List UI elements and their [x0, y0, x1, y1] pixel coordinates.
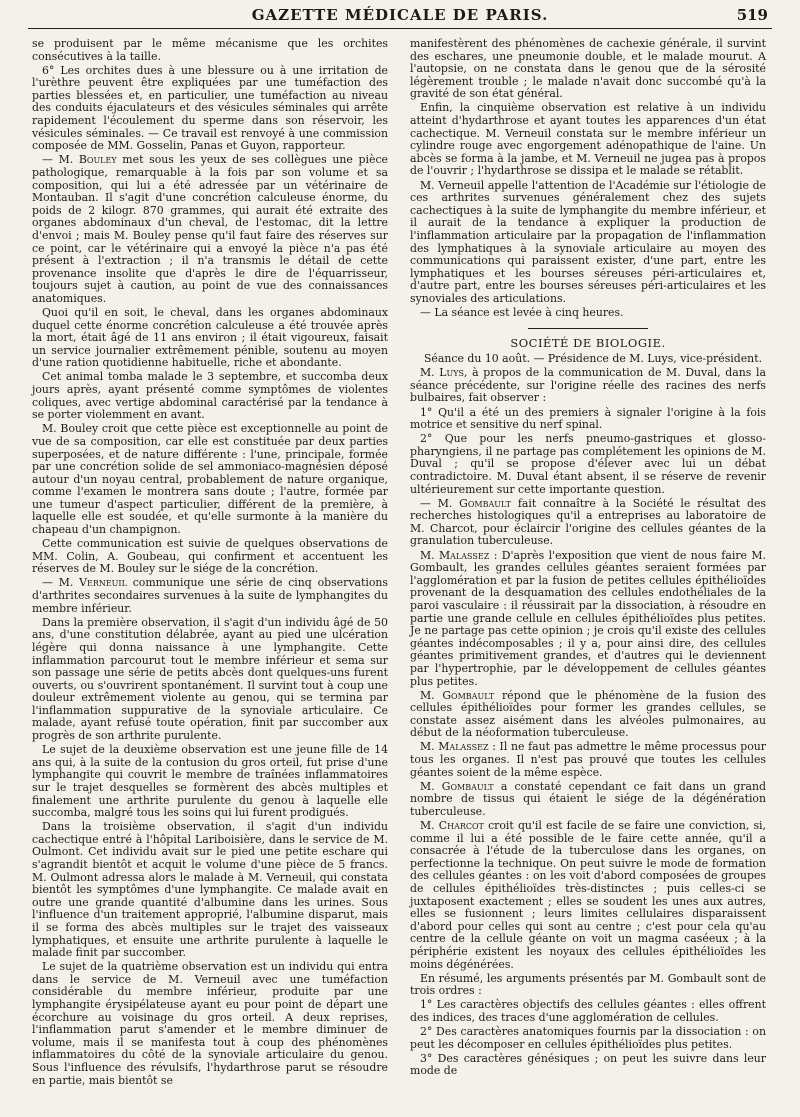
paragraph-text: met sous les yeux de ses collègues une pièce pathologique, remarquable à la fois par son volume et sa composition, qui lui a été adressée par un vétérinaire de Montauban. Il s'agit d'une concrétion calculeuse énorme, du poids de 2 kilogr. 870 grammes, qui aurait été extraite des organes abdominaux d'un cheval, de l'estomac, dit la lettre d'envoi ; mais M. Bouley pense qu'il faut faire des réserves sur ce point, car le vétérinaire qui a envoyé la pièce n'a pas été présent à l'extraction ; il n'a transmis le détail de cette provenance insolite que d'après le dire de l'équarrisseur, toujours sujet à caution, au point de vue des connaissances anatomiques.	[32, 153, 388, 305]
speaker-name: M. Gombault	[420, 688, 495, 702]
paragraph: 1° Qu'il a été un des premiers à signaler l'origine à la fois motrice et sensitive du nerf spinal.	[410, 405, 766, 432]
paragraph-text: communique une série de cinq observations d'arthrites secondaires survenues à la suite de lymphangites du membre inférieur.	[32, 576, 389, 615]
paragraph-text: : D'après l'exposition que vient de nous faire M. Gombault, les grandes cellules géantes seraient formées par l'agglomération et par la fusion de petites cellules épithélioïdes provenant de la desquamation des cellules endothéliales de la paroi vasculaire : il réussirait par la dissociation, à résoudre en partie une grande cellule en cellules épithélioïdes plus petites. Je ne partage pas cette opinion ; je crois qu'il existe des cellules géantes indécomposables ; il y a, pour ainsi dire, des cellules géantes primitivement grandes, et d'autres qui le deviennent par l'hypertrophie, par le développement de cellules géantes plus petites.	[410, 548, 767, 688]
paragraph-text: croit qu'il est facile de se faire une conviction, si, comme il lui a été possible de le faire cette année, qu'il a consacrée à l'étude de la tuberculose dans les organes, on perfectionne la technique. On peut suivre le mode de formation des cellules géantes : on les voit d'abord composées de groupes de cellules épithélioïdes très-distinctes ; puis celles-ci se juxtaposent exactement ; elles se soudent les unes aux autres, elles se fusionnent ; leurs limites cellulaires disparaissent d'abord pour celles qui sont au centre ; c'est pour cela qu'au centre de la cellule géante on voit un magma caséeux ; à la périphérie existent les noyaux des cellules épithélioïdes les moins dégénérées.	[410, 819, 766, 971]
paragraph: — La séance est levée à cinq heures.	[420, 305, 624, 319]
paragraph: Dans la troisième observation, il s'agit d'un individu cachectique entré à l'hôpital Lariboisière, dans le service de M. Oulmont. Cet individu avait sur le pied une petite eschare qui s'agrandit bientôt et acquit le volume d'une pièce de 5 francs. M. Oulmont adressa alors le malade à M. Verneuil, qui constata bientôt les symptômes d'une lymphangite. Ce malade avait en outre une grande quantité d'albumine dans les urines. Sous l'influence d'un traitement approprié, l'albumine disparut, mais il se forma des abcès multiples sur le trajet des vaisseaux lymphatiques, et ensuite une arthrite purulente à laquelle le malade finit par succomber.	[32, 820, 388, 960]
paragraph: Le sujet de la quatrième observation est un individu qui entra dans le service de M. Verneuil avec une tuméfaction considérable du membre inférieur, produite par une lymphangite érysipélateuse ayant eu pour point de départ une écorchure au voisinage du gros orteil. A deux reprises, l'inflammation parut s'amender et le membre diminuer de volume, mais il se manifesta tout à coup des phénomènes inflammatoires du côté de la synoviale articulaire du genou. Sous l'influence des révulsifs, l'hydarthrose parut se résoudre en partie, mais bientôt se	[32, 960, 388, 1087]
paragraph: En résumé, les arguments présentés par M. Gombault sont de trois ordres :	[410, 971, 766, 998]
paragraph: M. Verneuil appelle l'attention de l'Académie sur l'étiologie de ces arthrites survenues généralement chez des sujets cachectiques à la suite de lymphangite du membre inférieur, et il aurait de la tendance à expliquer la production de l'inflammation articulaire par la propagation de l'inflammation des lymphatiques à la synoviale articulaire au moyen des communications qui paraissent exister, d'une part, entre les lymphatiques et les bourses séreuses péri-articulaires et, d'autre part, entre les bourses séreuses péri-articulaires et les synoviales des articulations.	[410, 178, 766, 305]
left-column	[32, 38, 388, 1089]
page-number: 519	[736, 6, 768, 24]
paragraph	[410, 781, 766, 819]
paragraph: Dans la première observation, il s'agit d'un individu âgé de 50 ans, d'une constitution délabrée, ayant au pied une ulcération légère qui donna naissance à une lymphangite. Cette inflammation parcourut tout le membre inférieur et sema sur son passage une série de petits abcès dont quelques-uns furent ouverts, ou s'ouvrirent spontanément. Il survint tout à coup une douleur extrêmement violente au genou, qui se termina par l'inflammation suppurative de la synoviale articulaire. Ce malade, ayant refusé toute opération, finit par succomber aux progrès de son arthrite purulente.	[32, 615, 388, 743]
paragraph: 3° Des caractères génésiques ; on peut les suivre dans leur mode de	[410, 1051, 766, 1078]
paragraph: Le sujet de la deuxième observation est une jeune fille de 14 ans qui, à la suite de la contusion du gros orteil, fut prise d'une lymphangite qui couvrit le membre de traînées inflammatoires sur le trajet desquelles se formèrent des abcès multiples et finalement une arthrite purulente du genou à laquelle elle succomba, malgré tous les soins qui lui furent prodigués.	[32, 743, 388, 820]
paragraph-text: a constaté cependant ce fait dans un grand nombre de tissus qui étaient le siége de la dégénération tuberculeuse.	[410, 779, 766, 818]
paragraph-text: répond que le phénomène de la fusion des cellules épithélioïdes pour former les grandes cellules, se constate assez aisément dans les alvéoles pulmonaires, au début de la néoformation tuberculeuse.	[410, 688, 766, 740]
paragraph	[410, 741, 766, 779]
speaker-name: M. Gombault	[437, 496, 512, 510]
paragraph: se produisent par le même mécanisme que les orchites consécutives à la taille.	[32, 37, 388, 63]
page-header	[28, 6, 772, 29]
paragraph	[410, 820, 766, 971]
paragraph: Quoi qu'il en soit, le cheval, dans les organes abdominaux duquel cette énorme concrétion calculeuse a été trouvée après la mort, était âgé de 11 ans environ ; il était vigoureux, faisait un service journalier extrêmement pénible, soutenu au moyen d'une ration quotidienne habituelle, riche et abondante.	[32, 305, 388, 370]
speaker-name: M. Luys	[420, 366, 465, 380]
paragraph: 2° Que pour les nerfs pneumo-gastriques et glosso-pharyngiens, il ne partage pas complétement les opinions de M. Duval ; qu'il se propose d'élever avec lui un débat contradictoire. M. Duval étant absent, il se réserve de revenir ultérieurement sur cette importante question.	[410, 432, 766, 496]
paragraph: — M. Verneuil communique une série de cinq observations d'arthrites secondaires survenues à la suite de lymphangites du membre inférieur.	[32, 576, 389, 615]
paragraph-text: : Il ne faut pas admettre le même processus pour tous les organes. Il n'est pas prouvé que toutes les cellules géantes soient de la même espèce.	[410, 740, 767, 779]
section-title: SOCIÉTÉ DE BIOLOGIE.	[510, 335, 666, 350]
paragraph: — M. Bouley met sous les yeux de ses collègues une pièce pathologique, remarquable à la fois par son volume et sa composition, qui lui a été adressée par un vétérinaire de Montauban. Il s'agit d'une concrétion calculeuse énorme, du poids de 2 kilogr. 870 grammes, qui aurait été extraite des organes abdominaux d'un cheval, de l'estomac, dit la lettre d'envoi ; mais M. Bouley pense qu'il faut faire des réserves sur ce point, car le vétérinaire qui a envoyé la pièce n'a pas été présent à l'extraction ; il n'a transmis le détail de cette provenance insolite que d'après le dire de l'équarrisseur, toujours sujet à caution, au point de vue des connaissances anatomiques.	[32, 153, 388, 305]
session-line: Séance du 10 août. — Présidence de M. Luys, vice-président.	[423, 352, 763, 366]
paragraph: Enfin, la cinquième observation est relative à un individu atteint d'hydarthrose et ayant toutes les apparences d'un état cachectique. M. Verneuil constata sur le membre inférieur un cylindre rouge avec engorgement adénopathique de l'aine. Un abcès se forma à la jambe, et M. Verneuil ne jugea pas à propos de l'ouvrir ; l'hydarthrose se dissipa et le malade se rétablit.	[410, 101, 766, 178]
speaker-name: M. Verneuil	[58, 576, 127, 590]
paragraph: manifestèrent des phénomènes de cachexie générale, il survint des eschares, une pneumonie double, et le malade mourut. A l'autopsie, on ne constata dans le genou que de la sérosité légèrement trouble ; le malade n'avait donc succombé qu'à la gravité de son état général.	[410, 37, 766, 101]
paragraph-text: fait connaître à la Société le résultat des recherches histologiques qu'il a entreprises au laboratoire de M. Charcot, pour éclaircir l'origine des cellules géantes de la granulation tuberculeuse.	[410, 496, 766, 548]
paragraph: Cette communication est suivie de quelques observations de MM. Colin, A. Goubeau, qui confirment et accentuent les réserves de M. Bouley sur le siége de la concrétion.	[32, 537, 388, 576]
paragraph-text: , à propos de la communication de M. Duval, dans la séance précédente, sur l'origine réelle des racines des nerfs bulbaires, fait observer :	[410, 366, 767, 405]
speaker-name: M. Gombault	[420, 779, 494, 793]
section-divider	[528, 328, 648, 329]
paragraph: 1° Les caractères objectifs des cellules géantes : elles offrent des indices, des traces d'une agglomération de cellules.	[410, 998, 766, 1024]
paragraph: 2° Des caractères anatomiques fournis par la dissociation : on peut les décomposer en cellules épithélioïdes plus petites.	[410, 1025, 766, 1051]
speaker-name: M. Malassez	[420, 740, 489, 754]
speaker-name: M. Bouley	[58, 153, 117, 167]
paragraph: Cet animal tomba malade le 3 septembre, et succomba deux jours après, ayant présenté comme symptômes de violentes coliques, avec vertige abdominal caractérisé par la tendance à se porter violemment en avant.	[32, 370, 388, 422]
speaker-name: M. Malassez	[420, 548, 490, 562]
paragraph: 6° Les orchites dues à une blessure ou à une irritation de l'urèthre peuvent être expliquées par une tuméfaction des parties blessées et, en particulier, une tuméfaction au niveau des conduits éjaculateurs et des vésicules séminales qui arrête rapidement l'écoulement du sperme dans son réservoir, les vésicules séminales. — Ce travail est renvoyé à une commission composée de MM. Gosselin, Panas et Guyon, rapporteur.	[32, 63, 388, 153]
right-column	[410, 38, 766, 1079]
paragraph	[410, 550, 766, 689]
speaker-name: M. Charcot	[420, 819, 484, 833]
journal-title: GAZETTE MÉDICALE DE PARIS.	[251, 6, 549, 24]
paragraph	[410, 367, 766, 405]
paragraph: — M. Gombault fait connaître à la Société le résultat des recherches histologiques qu'il a entreprises au laboratoire de M. Charcot, pour éclaircir l'origine des cellules géantes de la granulation tuberculeuse.	[410, 496, 766, 548]
paragraph	[410, 690, 766, 740]
paragraph: M. Bouley croit que cette pièce est exceptionnelle au point de vue de sa composition, car elle est constituée par deux parties superposées, et de nature différente : l'une, principale, formée par une concrétion solide de sel ammoniaco-magnésien déposé autour d'un noyau central, probablement de nature organique, comme l'examen le montrera sans doute ; l'autre, formée par une tumeur d'aspect particulier, différent de la première, à laquelle elle est soudée, et qu'elle surmonte à la manière du chapeau d'un champignon.	[32, 422, 388, 537]
